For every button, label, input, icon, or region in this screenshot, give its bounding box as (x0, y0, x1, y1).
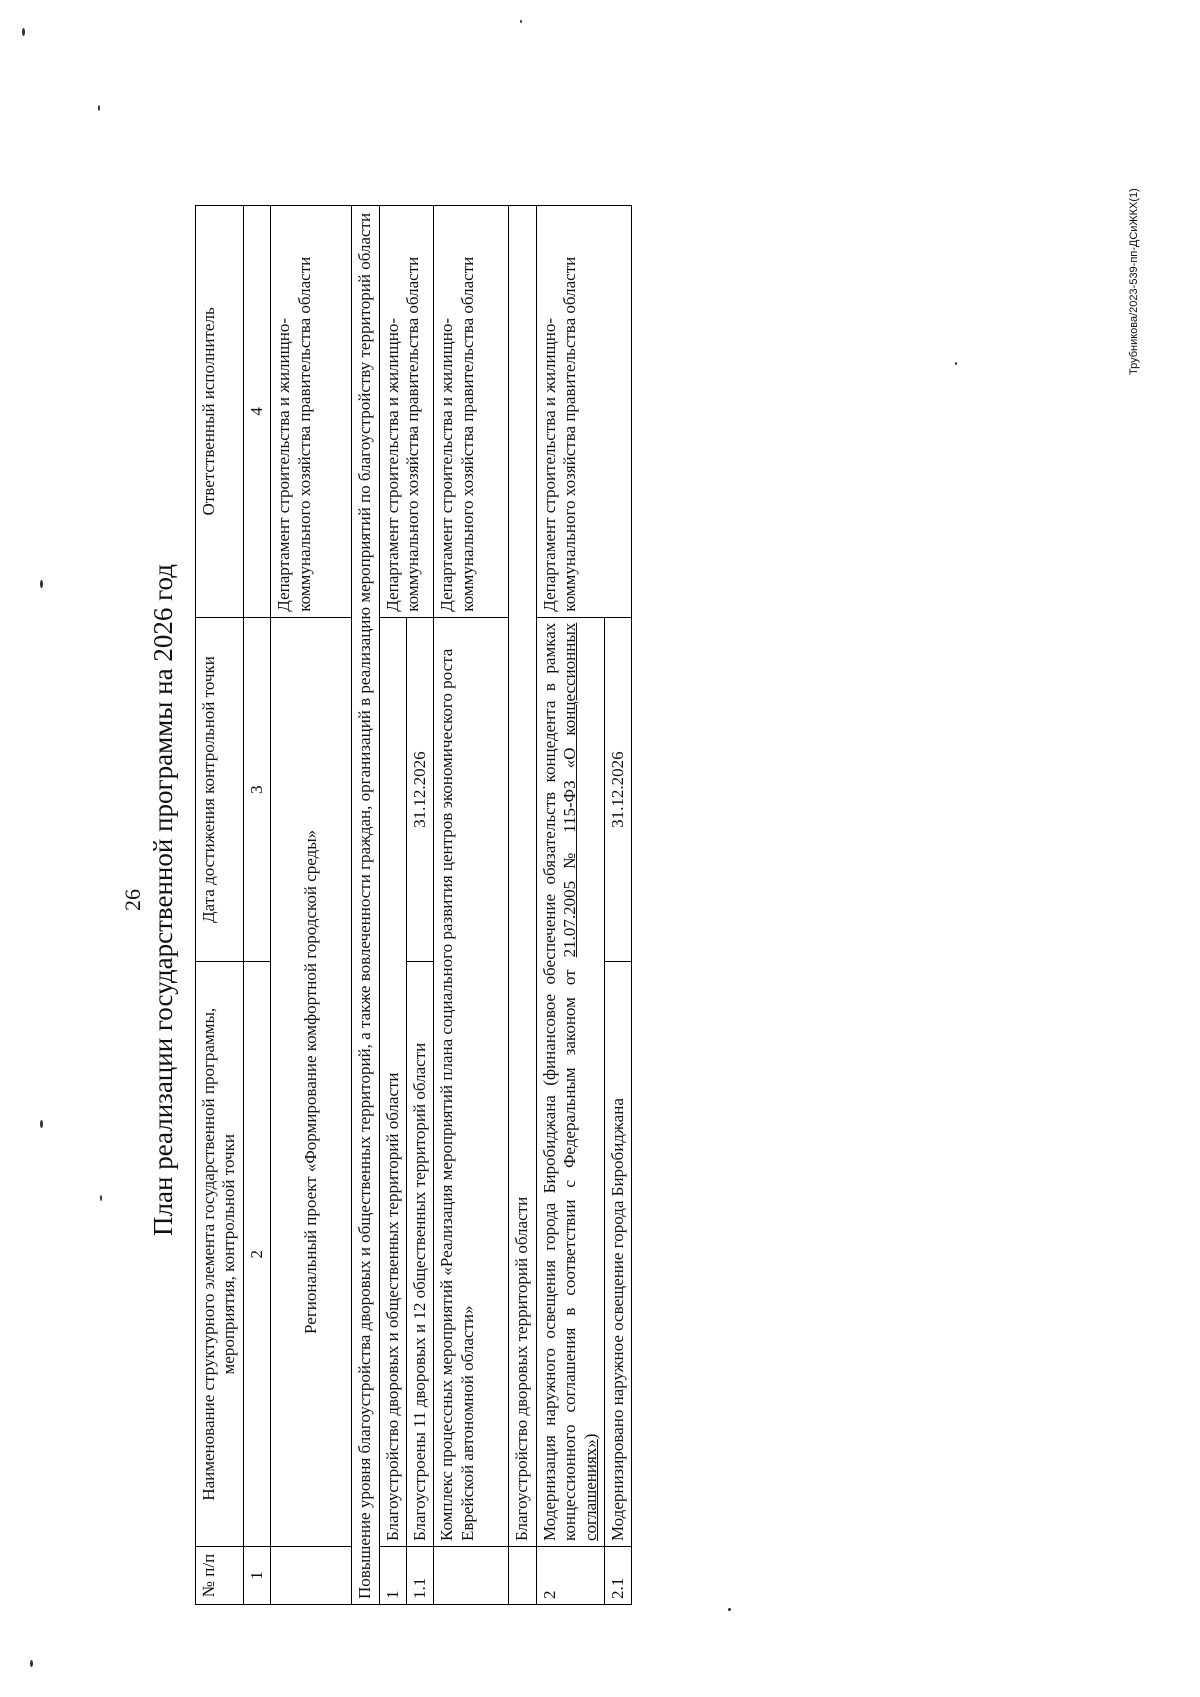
header-date: Дата достижения контрольной точки (196, 617, 244, 962)
law-reference: 21.07.2005 № 115-ФЗ «О концессионных соглашениях» (560, 622, 600, 1542)
header-executor: Ответственный исполнитель (196, 206, 244, 618)
col-number-1: 1 (243, 1547, 270, 1605)
scan-speck (955, 362, 957, 365)
cell-num: 1 (379, 1547, 406, 1605)
scan-speck (520, 20, 522, 23)
col-number-3: 3 (243, 617, 270, 962)
scan-speck (728, 1608, 731, 1611)
cell-name: Благоустроены 11 дворовых и 12 общественных территорий области (406, 962, 433, 1547)
document-title: План реализации государственной программы на 2026 год (148, 564, 178, 1236)
cell-num (509, 1547, 536, 1605)
table-row-subheader (509, 206, 536, 1605)
table-row (536, 206, 604, 1605)
table-row-regional-project (271, 206, 352, 1605)
table-row-goal (352, 206, 379, 1605)
cell-name: Благоустройство дворовых и общественных территорий области (379, 617, 406, 1546)
cell-name (536, 617, 604, 1546)
cell-name-end: ) (580, 1433, 600, 1440)
scan-speck (30, 1660, 33, 1667)
col-number-4: 4 (243, 206, 270, 618)
col-number-2: 2 (243, 962, 270, 1547)
cell-executor: Департамент строительства и жилищно-коммунального хозяйства правительства области (379, 206, 434, 618)
table-number-row (243, 206, 270, 1605)
header-name: Наименование структурного элемента государственной программы, мероприятия, контрольной точки (196, 962, 244, 1547)
cell-num: 2 (536, 1547, 604, 1605)
cell-executor: Департамент строительства и жилищно-коммунального хозяйства правительства области (536, 206, 632, 618)
cell-goal: Повышение уровня благоустройства дворовых и общественных территорий, а также вовлеченности граждан, организаций в реализацию мероприятий по благоустройству территорий области (352, 206, 379, 1605)
cell-name: Благоустройство дворовых территорий области (509, 206, 536, 1547)
scan-speck (100, 1195, 102, 1201)
cell-date: 31.12.2026 (406, 617, 433, 962)
cell-name: Модернизировано наружное освещение города Биробиджана (604, 962, 631, 1547)
cell-num: 2.1 (604, 1547, 631, 1605)
table-header-row (196, 206, 244, 1605)
scan-speck (40, 580, 43, 588)
cell-num: 1.1 (406, 1547, 433, 1605)
cell-name: Региональный проект «Формирование комфортной городской среды» (271, 617, 352, 1546)
cell-executor: Департамент строительства и жилищно-коммунального хозяйства правительства области (434, 206, 509, 618)
cell-executor: Департамент строительства и жилищно-коммунального хозяйства правительства области (271, 206, 352, 618)
table-row (379, 206, 406, 1605)
header-num: № п/п (196, 1547, 244, 1605)
footer-document-code: Трубникова/2023-539-пп-ДСиЖКХ(1) (1128, 188, 1140, 375)
table-row-complex (434, 206, 509, 1605)
cell-num (434, 1547, 509, 1605)
rotated-page (120, 150, 1080, 1650)
cell-date: 31.12.2026 (604, 617, 631, 962)
scan-speck (22, 28, 25, 36)
cell-name-text: Модернизация наружного освещения города Биробиджана (финансовое обеспечение обязательств концедента в рамках концессионного соглашения в соответствии с Федеральным законом от (539, 622, 580, 1542)
cell-num (271, 1547, 352, 1605)
scan-speck (98, 105, 100, 111)
page-number: 26 (120, 889, 145, 911)
plan-table (195, 205, 632, 1605)
scan-speck (40, 1120, 43, 1128)
cell-name: Комплекс процессных мероприятий «Реализация мероприятий плана социального развития центров экономического роста Еврейской автономной области» (434, 617, 509, 1546)
